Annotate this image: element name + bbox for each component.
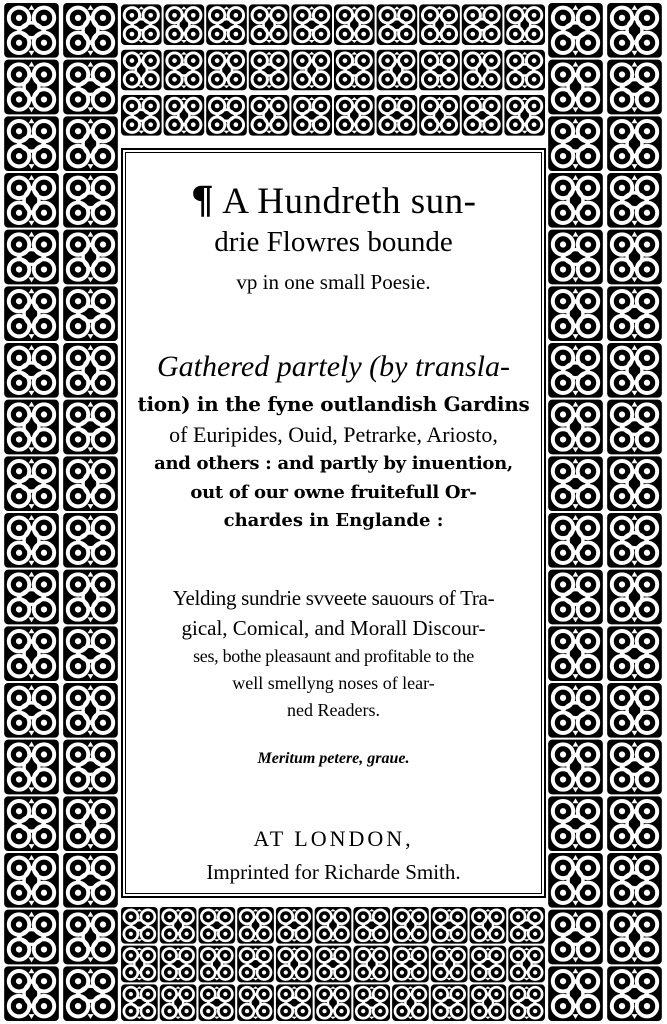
fleuron-ornament [63, 116, 118, 171]
fleuron-ornament [315, 946, 352, 983]
fleuron-ornament [160, 907, 197, 944]
fleuron-ornament [353, 907, 390, 944]
fleuron-ornament [548, 626, 603, 681]
fleuron-ornament [548, 740, 603, 795]
fleuron-ornament [548, 173, 603, 228]
fleuron-ornament [237, 907, 274, 944]
fleuron-ornament [63, 286, 118, 341]
fleuron-ornament [607, 400, 662, 455]
fleuron-ornament [607, 116, 662, 171]
fleuron-ornament [4, 116, 59, 171]
fleuron-ornament [206, 95, 247, 136]
fleuron-ornament [462, 50, 503, 91]
fleuron-ornament [548, 116, 603, 171]
title-line-2: drie Flowres bounde [214, 226, 453, 258]
fleuron-ornament [607, 683, 662, 738]
ornamental-border-right [546, 2, 664, 1022]
fleuron-ornament [607, 3, 662, 58]
motto: Meritum petere, graue. [257, 750, 410, 767]
fleuron-ornament [63, 966, 118, 1021]
fleuron-ornament [419, 95, 460, 136]
fleuron-ornament [276, 907, 313, 944]
fleuron-ornament [508, 946, 545, 983]
fleuron-ornament [291, 50, 332, 91]
fleuron-ornament [548, 343, 603, 398]
fleuron-ornament [419, 50, 460, 91]
fleuron-ornament [291, 95, 332, 136]
imprint-place: AT LONDON, [253, 826, 414, 851]
fleuron-ornament [470, 984, 507, 1021]
fleuron-ornament [63, 626, 118, 681]
fleuron-ornament [4, 683, 59, 738]
gathered-line-3: of Euripides, Ouid, Petrarke, Ariosto, [169, 422, 498, 447]
fleuron-ornament [315, 907, 352, 944]
fleuron-ornament [548, 400, 603, 455]
fleuron-ornament [353, 984, 390, 1021]
fleuron-ornament [276, 946, 313, 983]
fleuron-ornament [607, 456, 662, 511]
fleuron-ornament [470, 907, 507, 944]
fleuron-ornament [291, 4, 332, 45]
fleuron-ornament [462, 95, 503, 136]
fleuron-ornament [63, 740, 118, 795]
fleuron-ornament [160, 984, 197, 1021]
fleuron-ornament [63, 60, 118, 115]
fleuron-ornament [548, 966, 603, 1021]
fleuron-ornament [63, 910, 118, 965]
fleuron-ornament [121, 95, 162, 136]
fleuron-ornament [63, 400, 118, 455]
fleuron-ornament [63, 456, 118, 511]
fleuron-ornament [4, 173, 59, 228]
title-line-1: ¶ A Hundreth sun- [190, 178, 477, 222]
fleuron-ornament [4, 230, 59, 285]
yelding-line-4: well smellyng noses of lear- [232, 673, 435, 693]
fleuron-ornament [334, 95, 375, 136]
fleuron-ornament [548, 456, 603, 511]
fleuron-ornament [431, 946, 468, 983]
fleuron-ornament [164, 4, 205, 45]
fleuron-ornament [548, 60, 603, 115]
fleuron-ornament [276, 984, 313, 1021]
fleuron-ornament [607, 173, 662, 228]
fleuron-ornament [607, 626, 662, 681]
fleuron-ornament [4, 853, 59, 908]
fleuron-ornament [377, 50, 418, 91]
title-panel [121, 148, 546, 898]
fleuron-ornament [377, 4, 418, 45]
gathered-line-6: chardes in Englande : [223, 510, 444, 531]
yelding-line-2: gical, Comical, and Morall Discour- [181, 616, 486, 640]
gathered-line-2: tion) in the fyne outlandish Gardins [137, 392, 530, 416]
fleuron-ornament [206, 50, 247, 91]
ornamental-border-left [2, 2, 120, 1022]
fleuron-ornament [4, 966, 59, 1021]
fleuron-ornament [121, 946, 158, 983]
fleuron-ornament [607, 853, 662, 908]
fleuron-ornament [63, 683, 118, 738]
fleuron-ornament [508, 984, 545, 1021]
fleuron-ornament [548, 286, 603, 341]
gathered-line-4: and others : and partly by inuention, [154, 453, 513, 474]
gathered-line-5: out of our owne fruitefull Or- [190, 482, 477, 503]
fleuron-ornament [392, 907, 429, 944]
fleuron-ornament [63, 853, 118, 908]
fleuron-ornament [334, 4, 375, 45]
fleuron-ornament [4, 513, 59, 568]
fleuron-ornament [607, 796, 662, 851]
fleuron-ornament [121, 984, 158, 1021]
ornamental-border-top [120, 2, 546, 138]
fleuron-ornament [607, 570, 662, 625]
fleuron-ornament [63, 796, 118, 851]
fleuron-ornament [548, 853, 603, 908]
fleuron-ornament [4, 910, 59, 965]
fleuron-ornament [470, 946, 507, 983]
fleuron-ornament [4, 343, 59, 398]
fleuron-ornament [431, 984, 468, 1021]
fleuron-ornament [198, 907, 235, 944]
fleuron-ornament [63, 3, 118, 58]
fleuron-ornament [392, 984, 429, 1021]
fleuron-ornament [334, 50, 375, 91]
fleuron-ornament [607, 910, 662, 965]
ornamental-border-bottom [120, 906, 546, 1022]
fleuron-ornament [164, 95, 205, 136]
fleuron-ornament [504, 50, 545, 91]
fleuron-ornament [4, 570, 59, 625]
fleuron-ornament [548, 230, 603, 285]
yelding-line-3: ses, bothe pleasaunt and profitable to the [193, 646, 474, 666]
fleuron-ornament [249, 4, 290, 45]
fleuron-ornament [462, 4, 503, 45]
fleuron-ornament [548, 513, 603, 568]
fleuron-ornament [419, 4, 460, 45]
fleuron-ornament [63, 230, 118, 285]
fleuron-ornament [607, 286, 662, 341]
fleuron-ornament [249, 50, 290, 91]
fleuron-ornament [504, 95, 545, 136]
fleuron-ornament [548, 910, 603, 965]
fleuron-ornament [249, 95, 290, 136]
fleuron-ornament [548, 796, 603, 851]
fleuron-ornament [431, 907, 468, 944]
fleuron-ornament [237, 946, 274, 983]
fleuron-ornament [206, 4, 247, 45]
fleuron-ornament [548, 3, 603, 58]
fleuron-ornament [315, 984, 352, 1021]
fleuron-ornament [4, 796, 59, 851]
fleuron-ornament [63, 173, 118, 228]
yelding-line-1: Yelding sundrie svveete sauours of Tra- [172, 586, 495, 610]
fleuron-ornament [4, 740, 59, 795]
fleuron-ornament [607, 60, 662, 115]
fleuron-ornament [607, 740, 662, 795]
fleuron-ornament [63, 570, 118, 625]
fleuron-ornament [548, 683, 603, 738]
fleuron-ornament [607, 513, 662, 568]
imprint-printer: Imprinted for Richarde Smith. [206, 860, 461, 884]
fleuron-ornament [377, 95, 418, 136]
yelding-line-5: ned Readers. [287, 700, 380, 720]
fleuron-ornament [121, 50, 162, 91]
fleuron-ornament [198, 984, 235, 1021]
fleuron-ornament [198, 946, 235, 983]
fleuron-ornament [160, 946, 197, 983]
fleuron-ornament [504, 4, 545, 45]
fleuron-ornament [63, 513, 118, 568]
fleuron-ornament [237, 984, 274, 1021]
fleuron-ornament [4, 60, 59, 115]
fleuron-ornament [353, 946, 390, 983]
fleuron-ornament [508, 907, 545, 944]
fleuron-ornament [607, 343, 662, 398]
fleuron-ornament [548, 570, 603, 625]
fleuron-ornament [121, 907, 158, 944]
fleuron-ornament [607, 230, 662, 285]
fleuron-ornament [4, 286, 59, 341]
fleuron-ornament [4, 400, 59, 455]
fleuron-ornament [607, 966, 662, 1021]
gathered-line-1: Gathered partely (by transla- [157, 350, 510, 383]
fleuron-ornament [121, 4, 162, 45]
title-line-3: vp in one small Poesie. [236, 270, 431, 294]
fleuron-ornament [4, 3, 59, 58]
fleuron-ornament [63, 343, 118, 398]
fleuron-ornament [392, 946, 429, 983]
fleuron-ornament [4, 626, 59, 681]
pilcrow-icon: ¶ [190, 178, 215, 222]
fleuron-ornament [4, 456, 59, 511]
fleuron-ornament [164, 50, 205, 91]
